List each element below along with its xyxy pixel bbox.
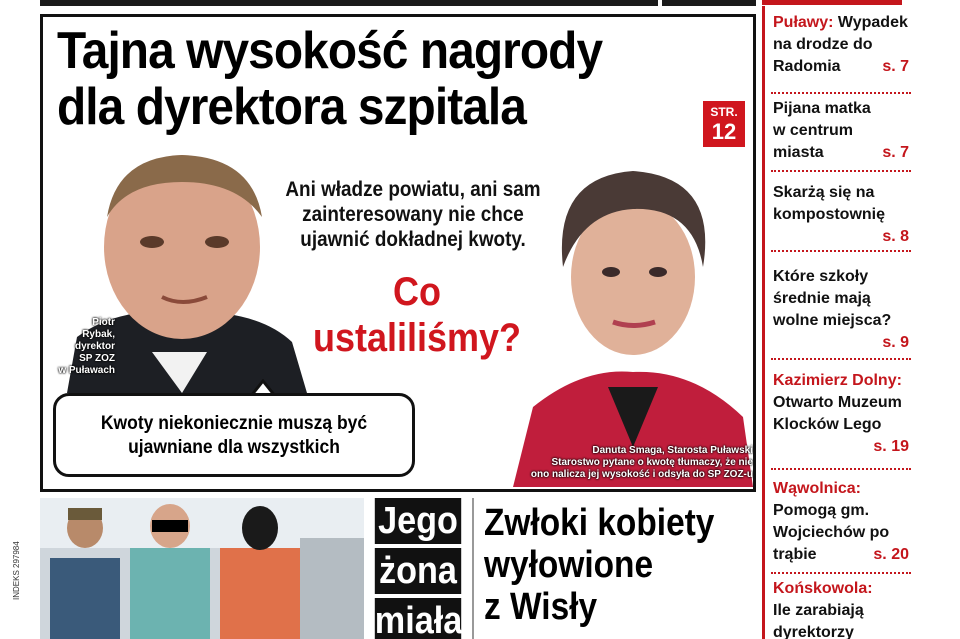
zwloki-line-1: Zwłoki kobiety (484, 502, 715, 544)
sidebar-teasers (762, 6, 910, 639)
teaser-divider (771, 92, 911, 94)
teaser-page: s. 19 (873, 438, 909, 455)
column-divider (472, 498, 474, 639)
teaser-divider (771, 358, 911, 360)
teaser-text: Otwarto Muzeum (773, 394, 902, 411)
teaser-wawolnica[interactable] (773, 478, 911, 566)
starosta-caption-line-2: Starostwo pytane o kwotę tłumaczy, że nie (551, 457, 753, 468)
red-question-line-2: ustaliliśmy? (312, 316, 522, 360)
bubble-line-2: ujawniane dla wszystkich (128, 437, 340, 458)
sidebar-top-rule (762, 0, 902, 5)
director-caption-line-1: Piotr (92, 317, 115, 328)
jego-word-2: żona (375, 548, 461, 594)
headline-line-1: Tajna wysokość nagrody (57, 22, 603, 80)
index-code: INDEKS 297984 (12, 541, 21, 600)
teaser-tag: Końskowola: (773, 580, 873, 597)
red-question-line-1: Co (392, 270, 441, 314)
zwloki-line-3: z Wisły (484, 586, 598, 628)
teaser-text: Klocków Lego (773, 416, 882, 433)
starosta-caption-line-3: ono nalicza jej wysokość i odsyła do SP ZOZ-u (530, 469, 753, 480)
starosta-caption (527, 445, 753, 481)
page-reference-number: 12 (711, 119, 737, 144)
teaser-page: s. 9 (882, 334, 909, 351)
teaser-text: na drodze do (773, 36, 873, 53)
masthead-block (662, 0, 756, 6)
zwloki-line-2: wyłowione (484, 544, 654, 586)
masthead-rule (40, 0, 658, 6)
lead-story[interactable] (40, 14, 756, 492)
headline-line-2: dla dyrektora szpitala (57, 78, 526, 136)
teaser-konskowola[interactable] (773, 578, 911, 639)
teaser-divider (771, 170, 911, 172)
subhead-line-3: ujawnić dokładnej kwoty. (300, 228, 526, 251)
teaser-page: s. 8 (882, 228, 909, 245)
starosta-caption-line-1: Danuta Smaga, Starosta Puławski (592, 445, 753, 456)
teaser-tag: Kazimierz Dolny: (773, 372, 902, 389)
subhead-line-1: Ani władze powiatu, ani sam (285, 178, 541, 201)
teaser-text: w centrum (773, 122, 854, 139)
teaser-text: średnie mają (773, 290, 871, 307)
speech-bubble (53, 393, 415, 477)
teaser-text: Wypadek (837, 14, 908, 31)
red-question (273, 269, 561, 361)
bubble-line-1: Kwoty niekoniecznie muszą być (100, 413, 368, 434)
teaser-divider (771, 468, 911, 470)
teaser-text: Skarżą się na (773, 184, 875, 201)
director-caption (49, 317, 115, 377)
teaser-kazimierz[interactable] (773, 370, 911, 458)
teaser-page: s. 7 (882, 144, 909, 161)
teaser-text: Radomia (773, 58, 841, 75)
jego-word-1: Jego (375, 498, 461, 544)
teaser-page: s. 7 (882, 58, 909, 75)
teaser-text: miasta (773, 144, 824, 161)
teaser-text: kompostownię (773, 206, 886, 223)
lead-subhead (260, 177, 566, 252)
teaser-tag: Wąwolnica: (773, 480, 862, 497)
speech-bubble-text (79, 412, 388, 460)
teaser-text: trąbie (773, 546, 817, 563)
jego-headline[interactable] (370, 498, 466, 639)
arrest-photo[interactable] (40, 498, 364, 639)
teaser-tag: Puławy: (773, 14, 834, 31)
teaser-pijana-matka[interactable] (773, 98, 911, 164)
teaser-kompostownia[interactable] (773, 182, 911, 248)
teaser-text: wolne miejsca? (773, 312, 892, 329)
director-caption-line-3: dyrektor (74, 341, 115, 352)
teaser-text: dyrektorzy (773, 624, 854, 639)
teaser-text: Pijana matka (773, 100, 871, 117)
teaser-divider (771, 572, 911, 574)
teaser-page: s. 20 (873, 546, 909, 563)
page-reference-label: STR. (710, 105, 738, 119)
page-reference-badge (703, 101, 745, 147)
director-caption-line-2: Rybak, (82, 329, 115, 340)
teaser-text: Ile zarabiają (773, 602, 864, 619)
jego-word-3: miała (375, 598, 461, 639)
teaser-text: Wojciechów po (773, 524, 890, 541)
teaser-text: Które szkoły (773, 268, 869, 285)
teaser-text: Pomogą gm. (773, 502, 870, 519)
teaser-pulawy[interactable] (773, 12, 911, 78)
lead-headline (57, 23, 692, 135)
zwloki-headline[interactable] (484, 502, 723, 628)
subhead-line-2: zainteresowany nie chce (302, 203, 524, 226)
director-caption-line-4: SP ZOZ (79, 353, 115, 364)
teaser-szkoly[interactable] (773, 266, 911, 354)
director-caption-line-5: w Puławach (58, 365, 115, 376)
teaser-divider (771, 250, 911, 252)
